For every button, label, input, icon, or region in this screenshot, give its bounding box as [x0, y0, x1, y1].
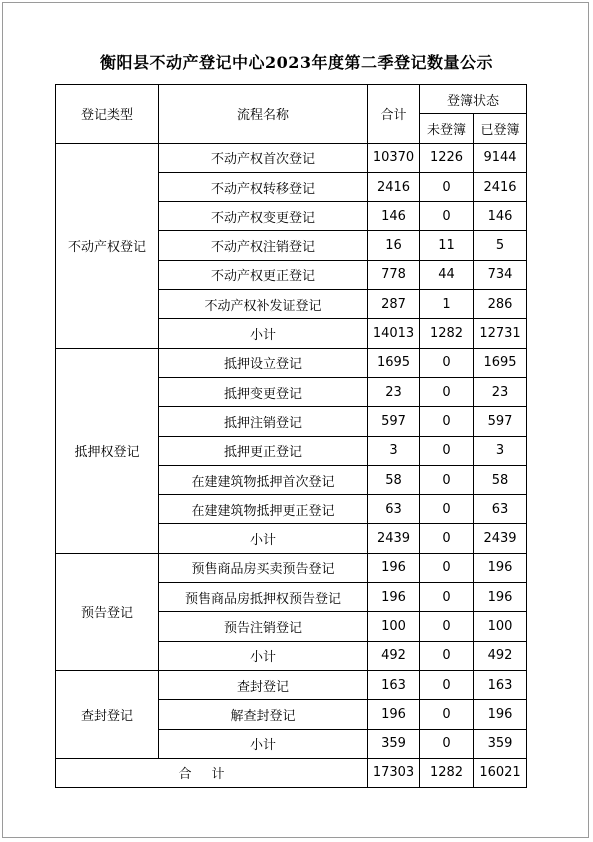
total-cell: 146: [368, 202, 420, 231]
process-name-cell: 不动产权更正登记: [159, 260, 368, 289]
table-body: [56, 85, 527, 788]
total-cell: 359: [368, 729, 420, 758]
process-name-cell: 小计: [159, 729, 368, 758]
process-name-cell: 预告注销登记: [159, 612, 368, 641]
registered-cell: 58: [474, 465, 527, 494]
total-cell: 58: [368, 465, 420, 494]
registered-cell: 2439: [474, 524, 527, 553]
registered-cell: 146: [474, 202, 527, 231]
header-total: 合计: [368, 85, 420, 144]
grand-total-cell: 17303: [368, 758, 420, 787]
registration-type-cell: 预告登记: [56, 553, 159, 670]
registered-cell: 1695: [474, 348, 527, 377]
not-registered-cell: 0: [420, 700, 474, 729]
not-registered-cell: 0: [420, 495, 474, 524]
not-registered-cell: 0: [420, 465, 474, 494]
page-title: 衡阳县不动产登记中心2023年度第二季登记数量公示: [99, 53, 494, 72]
process-name-cell: 不动产权注销登记: [159, 231, 368, 260]
total-cell: 196: [368, 583, 420, 612]
header-type: 登记类型: [56, 85, 159, 144]
not-registered-cell: 0: [420, 583, 474, 612]
registered-cell: 734: [474, 260, 527, 289]
total-cell: 287: [368, 290, 420, 319]
registered-cell: 12731: [474, 319, 527, 348]
registered-cell: 2416: [474, 172, 527, 201]
grand-total-label: 合计: [56, 758, 368, 787]
registered-cell: 359: [474, 729, 527, 758]
total-cell: 196: [368, 553, 420, 582]
not-registered-cell: 0: [420, 348, 474, 377]
total-cell: 492: [368, 641, 420, 670]
total-cell: 196: [368, 700, 420, 729]
registered-cell: 286: [474, 290, 527, 319]
registered-cell: 100: [474, 612, 527, 641]
total-cell: 2439: [368, 524, 420, 553]
process-name-cell: 抵押更正登记: [159, 436, 368, 465]
not-registered-cell: 1: [420, 290, 474, 319]
total-cell: 23: [368, 377, 420, 406]
table-row: [56, 670, 527, 699]
process-name-cell: 小计: [159, 641, 368, 670]
not-registered-cell: 0: [420, 436, 474, 465]
process-name-cell: 在建建筑物抵押更正登记: [159, 495, 368, 524]
not-registered-cell: 0: [420, 612, 474, 641]
total-cell: 778: [368, 260, 420, 289]
process-name-cell: 预售商品房抵押权预告登记: [159, 583, 368, 612]
registration-type-cell: 不动产权登记: [56, 143, 159, 348]
table-row: [56, 143, 527, 172]
total-cell: 1695: [368, 348, 420, 377]
total-cell: 63: [368, 495, 420, 524]
registered-cell: 196: [474, 553, 527, 582]
registered-cell: 163: [474, 670, 527, 699]
not-registered-cell: 1226: [420, 143, 474, 172]
header-registered: 已登簿: [474, 114, 527, 143]
process-name-cell: 预售商品房买卖预告登记: [159, 553, 368, 582]
not-registered-cell: 1282: [420, 319, 474, 348]
total-cell: 14013: [368, 319, 420, 348]
registered-cell: 597: [474, 407, 527, 436]
process-name-cell: 不动产权变更登记: [159, 202, 368, 231]
total-cell: 597: [368, 407, 420, 436]
header-row: [56, 85, 527, 114]
not-registered-cell: 0: [420, 670, 474, 699]
header-process: 流程名称: [159, 85, 368, 144]
table-row: [56, 348, 527, 377]
registration-table: [55, 84, 527, 788]
process-name-cell: 抵押设立登记: [159, 348, 368, 377]
not-registered-cell: 0: [420, 172, 474, 201]
not-registered-cell: 0: [420, 729, 474, 758]
process-name-cell: 解查封登记: [159, 700, 368, 729]
total-cell: 10370: [368, 143, 420, 172]
process-name-cell: 不动产权转移登记: [159, 172, 368, 201]
process-name-cell: 查封登记: [159, 670, 368, 699]
registered-cell: 63: [474, 495, 527, 524]
not-registered-cell: 0: [420, 524, 474, 553]
grand-total-row: [56, 758, 527, 787]
registration-type-cell: 抵押权登记: [56, 348, 159, 553]
not-registered-cell: 44: [420, 260, 474, 289]
grand-not-registered-cell: 1282: [420, 758, 474, 787]
process-name-cell: 小计: [159, 524, 368, 553]
table-row: [56, 553, 527, 582]
total-cell: 16: [368, 231, 420, 260]
not-registered-cell: 0: [420, 407, 474, 436]
process-name-cell: 不动产权补发证登记: [159, 290, 368, 319]
total-cell: 100: [368, 612, 420, 641]
registered-cell: 9144: [474, 143, 527, 172]
registered-cell: 196: [474, 583, 527, 612]
not-registered-cell: 11: [420, 231, 474, 260]
not-registered-cell: 0: [420, 377, 474, 406]
process-name-cell: 不动产权首次登记: [159, 143, 368, 172]
registered-cell: 492: [474, 641, 527, 670]
registration-type-cell: 查封登记: [56, 670, 159, 758]
not-registered-cell: 0: [420, 553, 474, 582]
process-name-cell: 小计: [159, 319, 368, 348]
total-cell: 163: [368, 670, 420, 699]
header-status: 登簿状态: [420, 85, 527, 114]
header-not-registered: 未登簿: [420, 114, 474, 143]
grand-registered-cell: 16021: [474, 758, 527, 787]
total-cell: 3: [368, 436, 420, 465]
registered-cell: 5: [474, 231, 527, 260]
process-name-cell: 抵押注销登记: [159, 407, 368, 436]
not-registered-cell: 0: [420, 641, 474, 670]
registered-cell: 23: [474, 377, 527, 406]
total-cell: 2416: [368, 172, 420, 201]
process-name-cell: 抵押变更登记: [159, 377, 368, 406]
not-registered-cell: 0: [420, 202, 474, 231]
process-name-cell: 在建建筑物抵押首次登记: [159, 465, 368, 494]
registered-cell: 196: [474, 700, 527, 729]
registered-cell: 3: [474, 436, 527, 465]
